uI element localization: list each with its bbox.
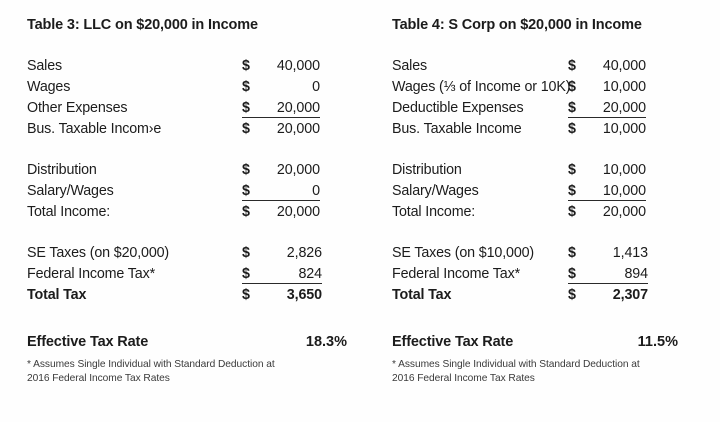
currency-symbol: $ — [568, 204, 576, 220]
currency-symbol: $ — [242, 79, 250, 95]
table-row — [392, 245, 720, 266]
currency-symbol: $ — [242, 287, 250, 303]
table-3-title: Table 3: LLC on $20,000 in Income — [27, 17, 258, 33]
table-row — [27, 79, 360, 100]
currency-symbol: $ — [568, 162, 576, 178]
row-label: Federal Income Tax* — [27, 266, 156, 282]
currency-symbol: $ — [242, 100, 250, 116]
row-label: Total Income: — [392, 204, 476, 220]
row-label: Wages (⅓ of Income or 10K) — [392, 79, 571, 95]
row-value — [568, 245, 648, 261]
row-amount: 20,000 — [276, 100, 320, 116]
table-row — [27, 162, 360, 183]
row-value — [242, 79, 320, 95]
table-4-title: Table 4: S Corp on $20,000 in Income — [392, 17, 642, 33]
row-amount: 20,000 — [276, 204, 320, 220]
row-value — [242, 245, 322, 261]
effective-tax-rate-row — [392, 334, 720, 355]
row-amount: 1,413 — [612, 245, 648, 261]
row-label: Sales — [27, 58, 63, 74]
table-row — [392, 121, 720, 142]
table-row — [27, 121, 360, 142]
section-gap — [392, 308, 720, 334]
row-label: Wages — [27, 79, 71, 95]
table-row — [392, 162, 720, 183]
row-label: Federal Income Tax* — [392, 266, 521, 282]
row-label: SE Taxes (on $10,000) — [392, 245, 535, 261]
row-amount: 10,000 — [602, 79, 646, 95]
effective-tax-rate-value: 11.5% — [637, 334, 678, 350]
row-amount: 20,000 — [602, 100, 646, 116]
effective-tax-rate-value: 18.3% — [305, 334, 347, 350]
currency-symbol: $ — [242, 245, 250, 261]
effective-tax-rate-label: Effective Tax Rate — [27, 334, 149, 350]
table-row — [27, 266, 360, 287]
row-value — [568, 162, 646, 178]
table-row — [27, 100, 360, 121]
row-value — [568, 121, 646, 137]
table-row-total — [27, 287, 360, 308]
row-label: Salary/Wages — [392, 183, 479, 199]
row-label: Bus. Taxable Income — [392, 121, 522, 137]
footnote-line-2: 2016 Federal Income Tax Rates — [392, 373, 535, 384]
table-row — [392, 183, 720, 204]
section-gap — [392, 225, 720, 245]
row-amount: 894 — [624, 266, 648, 282]
row-amount: 3,650 — [286, 287, 322, 303]
table-row — [27, 204, 360, 225]
table-4-block — [360, 0, 720, 422]
row-value — [568, 266, 648, 284]
currency-symbol: $ — [242, 121, 250, 137]
row-value — [242, 266, 322, 284]
row-amount: 10,000 — [602, 162, 646, 178]
row-value — [568, 204, 646, 220]
row-amount: 0 — [312, 183, 320, 199]
row-amount: 20,000 — [276, 162, 320, 178]
section-gap — [27, 225, 360, 245]
row-label: Distribution — [27, 162, 97, 178]
table-row — [392, 58, 720, 79]
table-row — [392, 79, 720, 100]
table-row — [27, 183, 360, 204]
currency-symbol: $ — [242, 204, 250, 220]
table-row — [392, 266, 720, 287]
row-amount: 10,000 — [602, 121, 646, 137]
currency-symbol: $ — [242, 162, 250, 178]
currency-symbol: $ — [568, 100, 576, 116]
row-label: Total Tax — [27, 287, 87, 303]
currency-symbol: $ — [242, 58, 250, 74]
table-row — [392, 100, 720, 121]
currency-symbol: $ — [568, 183, 576, 199]
row-label: Other Expenses — [27, 100, 128, 116]
row-amount: 824 — [298, 266, 322, 282]
currency-symbol: $ — [242, 266, 250, 282]
currency-symbol: $ — [568, 79, 576, 95]
row-amount: 40,000 — [602, 58, 646, 74]
footnote-line-2: 2016 Federal Income Tax Rates — [27, 373, 170, 384]
row-label: Sales — [392, 58, 428, 74]
currency-symbol: $ — [242, 183, 250, 199]
row-amount: 40,000 — [276, 58, 320, 74]
table-row — [392, 204, 720, 225]
row-value — [568, 287, 648, 303]
table-3-rows — [27, 58, 360, 386]
row-value — [242, 287, 322, 303]
row-label: Deductible Expenses — [392, 100, 524, 116]
row-amount: 0 — [312, 79, 320, 95]
effective-tax-rate-row — [27, 334, 360, 355]
row-label: Bus. Taxable Incom›e — [27, 121, 162, 137]
currency-symbol: $ — [568, 266, 576, 282]
footnote-line-1: * Assumes Single Individual with Standard Deduction at — [27, 359, 275, 370]
section-gap — [27, 308, 360, 334]
table-row — [27, 58, 360, 79]
row-value — [242, 204, 320, 220]
effective-tax-rate-label: Effective Tax Rate — [392, 334, 514, 350]
footnote-line-1: * Assumes Single Individual with Standard Deduction at — [392, 359, 640, 370]
table-row-total — [392, 287, 720, 308]
table-row — [27, 245, 360, 266]
row-label: Distribution — [392, 162, 462, 178]
currency-symbol: $ — [568, 121, 576, 137]
row-amount: 20,000 — [276, 121, 320, 137]
row-amount: 20,000 — [602, 204, 646, 220]
row-amount: 2,826 — [286, 245, 322, 261]
row-label: Salary/Wages — [27, 183, 114, 199]
row-label: Total Income: — [27, 204, 111, 220]
row-value — [568, 100, 646, 118]
row-amount: 10,000 — [602, 183, 646, 199]
row-value — [242, 121, 320, 137]
section-gap — [27, 142, 360, 162]
row-value — [568, 79, 646, 95]
row-value — [242, 183, 320, 201]
currency-symbol: $ — [568, 287, 576, 303]
row-value — [242, 100, 320, 118]
table-4-rows — [392, 58, 720, 386]
row-label: SE Taxes (on $20,000) — [27, 245, 170, 261]
row-value — [242, 162, 320, 178]
row-label: Total Tax — [392, 287, 452, 303]
section-gap — [392, 142, 720, 162]
currency-symbol: $ — [568, 58, 576, 74]
row-value — [242, 58, 320, 74]
currency-symbol: $ — [568, 245, 576, 261]
row-value — [568, 183, 646, 201]
row-value — [568, 58, 646, 74]
row-amount: 2,307 — [612, 287, 648, 303]
